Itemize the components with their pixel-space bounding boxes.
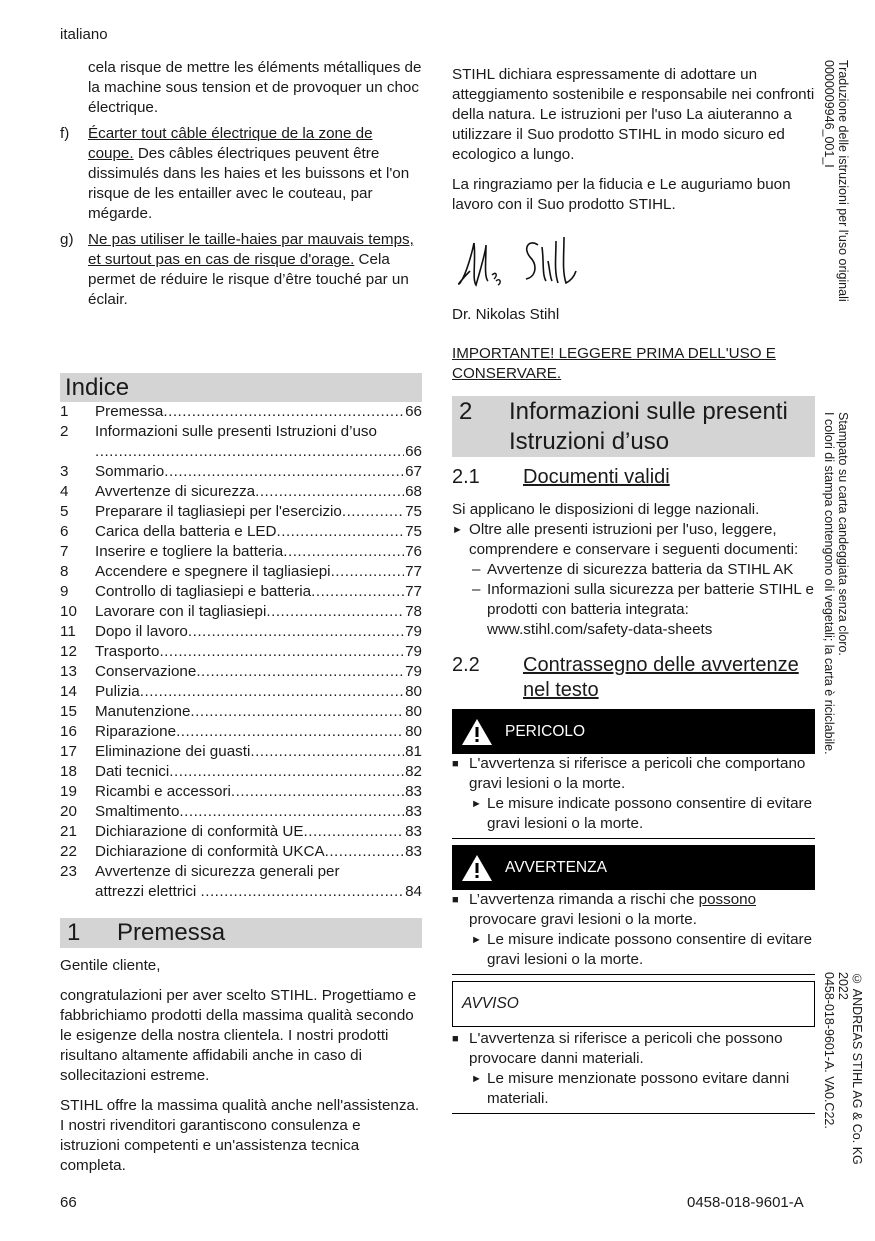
toc-leader bbox=[95, 442, 404, 462]
toc-row[interactable] bbox=[60, 562, 422, 582]
toc-title: Preparare il tagliasiepi per l'esercizio ..... bbox=[95, 502, 404, 522]
square-bullet-icon: ■ bbox=[452, 1033, 459, 1045]
section-1-heading bbox=[60, 918, 422, 948]
table-of-contents bbox=[60, 402, 422, 902]
square-bullet-icon: ■ bbox=[452, 894, 459, 906]
bullet-text: provocare gravi lesioni o la morte. bbox=[469, 911, 697, 928]
danger-header bbox=[452, 709, 815, 754]
section-number: 2.2 bbox=[452, 654, 480, 676]
toc-number: 19 bbox=[60, 783, 77, 800]
toc-title: Inserire e togliere la batteria ..... bbox=[95, 542, 404, 562]
paragraph: Si applicano le disposizioni di legge nazionali. bbox=[452, 501, 760, 518]
paragraph: La ringraziamo per la fiducia e Le auguriamo buon lavoro con il Suo prodotto STIHL. bbox=[452, 176, 791, 213]
list-item-g bbox=[60, 230, 422, 310]
toc-page: 75 bbox=[405, 523, 422, 540]
toc-title: Dopo il lavoro ..... bbox=[95, 622, 404, 642]
toc-row[interactable] bbox=[60, 422, 422, 442]
toc-row[interactable] bbox=[60, 682, 422, 702]
toc-row[interactable] bbox=[60, 402, 422, 422]
toc-title: Carica della batteria e LED ..... bbox=[95, 522, 404, 542]
toc-page: 75 bbox=[405, 503, 422, 520]
toc-number: 5 bbox=[60, 503, 69, 520]
toc-page: 77 bbox=[405, 563, 422, 580]
continued-text: cela risque de mettre les éléments métalliques de la machine sous tension et de provoquer un choc électrique. bbox=[88, 59, 422, 116]
section-title: Premessa bbox=[117, 919, 226, 946]
section-2-1-heading bbox=[452, 465, 815, 490]
toc-number: 4 bbox=[60, 483, 69, 500]
margin-line: Traduzione delle istruzioni per l'uso originali bbox=[836, 60, 850, 302]
margin-line: 0000009946_001_I bbox=[822, 60, 836, 168]
toc-row[interactable] bbox=[60, 622, 422, 642]
important-notice: IMPORTANTE! LEGGERE PRIMA DELL'USO E CONSERVARE. bbox=[452, 345, 776, 382]
toc-number: 12 bbox=[60, 643, 77, 660]
toc-title: Controllo di tagliasiepi e batteria ..... bbox=[95, 582, 404, 602]
toc-page: 76 bbox=[405, 543, 422, 560]
section-title-line: nel testo bbox=[523, 679, 599, 701]
dash-marker: – bbox=[472, 581, 481, 598]
toc-page: 83 bbox=[405, 843, 422, 860]
signer-name: Dr. Nikolas Stihl bbox=[452, 306, 560, 323]
toc-row[interactable] bbox=[60, 842, 422, 862]
toc-page: 80 bbox=[405, 683, 422, 700]
toc-page: 83 bbox=[405, 783, 422, 800]
document-number: 0458-018-9601-A bbox=[687, 1194, 804, 1211]
arrow-text: Le misure indicate possono consentire di evitare gravi lesioni o la morte. bbox=[487, 795, 813, 832]
section-title-line: Contrassegno delle avvertenze bbox=[523, 654, 799, 676]
toc-number: 15 bbox=[60, 703, 77, 720]
toc-row[interactable] bbox=[60, 462, 422, 482]
toc-title: Sommario ..... bbox=[95, 462, 404, 482]
arrow-item bbox=[452, 930, 815, 970]
signature bbox=[452, 231, 815, 301]
toc-title: Dichiarazione di conformità UKCA ..... bbox=[95, 842, 404, 862]
arrow-bullet-icon: ► bbox=[471, 934, 482, 946]
toc-row[interactable] bbox=[60, 762, 422, 782]
toc-row[interactable] bbox=[60, 502, 422, 522]
item-g-bold: Ne pas utiliser le taille-haies par mauvais temps, et surtout pas en cas de risque d'orage. bbox=[88, 231, 414, 268]
arrow-item bbox=[452, 1069, 815, 1109]
toc-title: Avvertenze di sicurezza generali per bbox=[95, 863, 340, 880]
toc-row[interactable] bbox=[60, 542, 422, 562]
toc-number: 2 bbox=[60, 423, 69, 440]
margin-line: I colori di stampa contengono oli vegetali; la carta è riciclabile. bbox=[822, 412, 836, 755]
toc-number: 3 bbox=[60, 463, 69, 480]
margin-line: 0458-018-9601-A. VA0.C22. bbox=[822, 972, 836, 1129]
margin-line: © ANDREAS STIHL AG & Co. KG 2022 bbox=[836, 972, 864, 1165]
toc-row[interactable] bbox=[60, 522, 422, 542]
divider bbox=[452, 1113, 815, 1114]
toc-row[interactable] bbox=[60, 782, 422, 802]
toc-row[interactable] bbox=[60, 482, 422, 502]
toc-page: 83 bbox=[405, 823, 422, 840]
toc-page: 77 bbox=[405, 583, 422, 600]
bullet-emphasis: possono bbox=[698, 891, 757, 908]
bullet-text: L’avvertenza rimanda a rischi che bbox=[469, 891, 699, 908]
signature-graphic bbox=[452, 231, 582, 297]
toc-number: 8 bbox=[60, 563, 69, 580]
left-column bbox=[60, 58, 422, 1176]
toc-number: 21 bbox=[60, 823, 77, 840]
divider bbox=[452, 838, 815, 839]
arrow-bullet-icon: ► bbox=[471, 1073, 482, 1085]
toc-title: Lavorare con il tagliasiepi ..... bbox=[95, 602, 404, 622]
toc-number: 1 bbox=[60, 403, 69, 420]
toc-title: Ricambi e accessori ..... bbox=[95, 782, 404, 802]
sub-item-text: Avvertenze di sicurezza batteria da STIHL AK bbox=[487, 561, 794, 578]
toc-page: 84 bbox=[405, 883, 422, 900]
notice-label: AVVISO bbox=[462, 995, 519, 1012]
toc-number: 9 bbox=[60, 583, 69, 600]
toc-title: Trasporto ..... bbox=[95, 642, 404, 662]
right-column bbox=[452, 65, 815, 1114]
toc-row[interactable] bbox=[60, 702, 422, 722]
toc-page: 80 bbox=[405, 703, 422, 720]
toc-row[interactable] bbox=[60, 582, 422, 602]
arrow-bullet-icon: ► bbox=[452, 524, 463, 536]
warning-label: AVVERTENZA bbox=[505, 858, 607, 876]
dash-marker: – bbox=[472, 561, 481, 578]
toc-title: Accendere e spegnere il tagliasiepi ..... bbox=[95, 562, 404, 582]
toc-row[interactable] bbox=[60, 662, 422, 682]
toc-title: Informazioni sulle presenti Istruzioni d’uso bbox=[95, 423, 377, 440]
arrow-text: Le misure indicate possono consentire di evitare gravi lesioni o la morte. bbox=[487, 931, 813, 968]
toc-page: 68 bbox=[405, 483, 422, 500]
notice-header bbox=[452, 981, 815, 1027]
bullet-text: L'avvertenza si riferisce a pericoli che comportano gravi lesioni o la morte. bbox=[469, 755, 806, 792]
warning-header bbox=[452, 845, 815, 890]
toc-title: Eliminazione dei guasti ..... bbox=[95, 742, 404, 762]
toc-number: 20 bbox=[60, 803, 77, 820]
bullet-item bbox=[452, 1029, 815, 1069]
toc-row[interactable] bbox=[60, 802, 422, 822]
bullet-item bbox=[452, 520, 815, 560]
toc-number: 6 bbox=[60, 523, 69, 540]
toc-title: Smaltimento ..... bbox=[95, 802, 404, 822]
list-item-f bbox=[60, 124, 422, 224]
toc-number: 7 bbox=[60, 543, 69, 560]
toc-number: 16 bbox=[60, 723, 77, 740]
item-f-bold: Écarter tout câble électrique de la zone de coupe. bbox=[88, 125, 373, 162]
toc-page: 66 bbox=[405, 443, 422, 460]
toc-title: Pulizia ..... bbox=[95, 682, 404, 702]
toc-number: 23 bbox=[60, 863, 77, 880]
square-bullet-icon: ■ bbox=[452, 758, 459, 770]
section-title: Documenti validi bbox=[523, 466, 670, 488]
toc-page: 78 bbox=[405, 603, 422, 620]
toc-number: 17 bbox=[60, 743, 77, 760]
paragraph: STIHL dichiara espressamente di adottare un atteggiamento sostenibile e responsabile nei confronti della natura. Le istruzioni per l'uso La aiuteranno a utilizzare il Suo prodotto STIHL in modo sicuro ed ecologico a lungo. bbox=[452, 66, 815, 163]
toc-title: Premessa ..... bbox=[95, 402, 404, 422]
sub-item-text: Informazioni sulla sicurezza per batterie STIHL e prodotti con batteria integrata: www.stihl.com/safety-data-sheets bbox=[487, 581, 814, 638]
arrow-bullet-icon: ► bbox=[471, 798, 482, 810]
bullet-item bbox=[452, 890, 815, 930]
toc-row[interactable] bbox=[60, 722, 422, 742]
toc-row[interactable] bbox=[60, 642, 422, 662]
danger-label: PERICOLO bbox=[505, 722, 586, 740]
toc-number: 18 bbox=[60, 763, 77, 780]
section-number: 2 bbox=[459, 398, 473, 425]
toc-row[interactable] bbox=[60, 822, 422, 842]
arrow-item bbox=[452, 794, 815, 834]
list-marker: f) bbox=[60, 125, 70, 142]
bullet-text: Oltre alle presenti istruzioni per l'uso, leggere, comprendere e conservare i seguenti documenti: bbox=[469, 521, 799, 558]
toc-page: 83 bbox=[405, 803, 422, 820]
margin-note-copyright bbox=[822, 972, 864, 1172]
toc-page: 82 bbox=[405, 763, 422, 780]
toc-page: 79 bbox=[405, 643, 422, 660]
sub-item bbox=[452, 560, 815, 580]
section-title-line: Informazioni sulle presenti bbox=[509, 398, 788, 425]
toc-row[interactable] bbox=[60, 742, 422, 762]
section-number: 1 bbox=[67, 919, 81, 946]
toc-title: Conservazione ..... bbox=[95, 662, 404, 682]
toc-number: 13 bbox=[60, 663, 77, 680]
arrow-text: Le misure menzionate possono evitare danni materiali. bbox=[487, 1070, 790, 1107]
margin-note-paper bbox=[822, 412, 850, 757]
toc-row-continuation[interactable] bbox=[60, 442, 422, 462]
bullet-text: L'avvertenza si riferisce a pericoli che possono provocare danni materiali. bbox=[469, 1030, 783, 1067]
section-2-heading bbox=[452, 396, 815, 457]
page-number: 66 bbox=[60, 1194, 77, 1211]
sub-item bbox=[452, 580, 815, 640]
section-title-line: Istruzioni d’uso bbox=[509, 428, 670, 455]
language-label: italiano bbox=[60, 26, 108, 43]
margin-note-translation bbox=[822, 60, 850, 305]
toc-number: 11 bbox=[60, 623, 76, 640]
toc-page: 80 bbox=[405, 723, 422, 740]
warning-triangle-icon bbox=[461, 718, 493, 746]
greeting: Gentile cliente, bbox=[60, 957, 161, 974]
section-title bbox=[523, 653, 799, 703]
toc-title: Manutenzione ..... bbox=[95, 702, 404, 722]
toc-title: Riparazione ..... bbox=[95, 722, 404, 742]
toc-page: 79 bbox=[405, 663, 422, 680]
section-number: 2.1 bbox=[452, 466, 480, 488]
toc-row[interactable] bbox=[60, 862, 422, 882]
divider bbox=[452, 974, 815, 975]
toc-row[interactable] bbox=[60, 602, 422, 622]
toc-number: 14 bbox=[60, 683, 77, 700]
toc-page: 66 bbox=[405, 403, 422, 420]
warning-triangle-icon bbox=[461, 854, 493, 882]
toc-title: attrezzi elettrici ..... bbox=[95, 882, 404, 902]
toc-title: Dati tecnici ..... bbox=[95, 762, 404, 782]
paragraph: STIHL offre la massima qualità anche nell'assistenza. I nostri rivenditori garantiscono consulenza e istruzioni competenti e un'assistenza tecnica completa. bbox=[60, 1097, 420, 1174]
toc-page: 79 bbox=[405, 623, 422, 640]
toc-title: Dichiarazione di conformità UE ..... bbox=[95, 822, 404, 842]
item-f-text: Des câbles électriques peuvent être dissimulés dans les haies et les buissons et l'on risque de les entailler avec le couteau, par mégarde. bbox=[88, 145, 410, 222]
toc-number: 10 bbox=[60, 603, 77, 620]
toc-page: 81 bbox=[405, 743, 422, 760]
list-marker: g) bbox=[60, 231, 74, 248]
toc-number: 22 bbox=[60, 843, 77, 860]
item-g-text: Cela permet de réduire le risque d’être touché par un éclair. bbox=[88, 251, 409, 308]
section-title bbox=[509, 397, 788, 457]
toc-title: Avvertenze di sicurezza ..... bbox=[95, 482, 404, 502]
paragraph: congratulazioni per aver scelto STIHL. Progettiamo e fabbrichiamo prodotti della massima qualità secondo le esigenze della nostra clientela. I nostri prodotti risultano altamente affidabili anche in caso di sollecitazioni estreme. bbox=[60, 987, 417, 1084]
bullet-item bbox=[452, 754, 815, 794]
toc-page: 67 bbox=[405, 463, 422, 480]
index-heading: Indice bbox=[60, 373, 422, 402]
margin-line: Stampato su carta candeggiata senza cloro. bbox=[836, 412, 850, 656]
toc-row-continuation[interactable] bbox=[60, 882, 422, 902]
section-2-2-heading bbox=[452, 653, 815, 703]
